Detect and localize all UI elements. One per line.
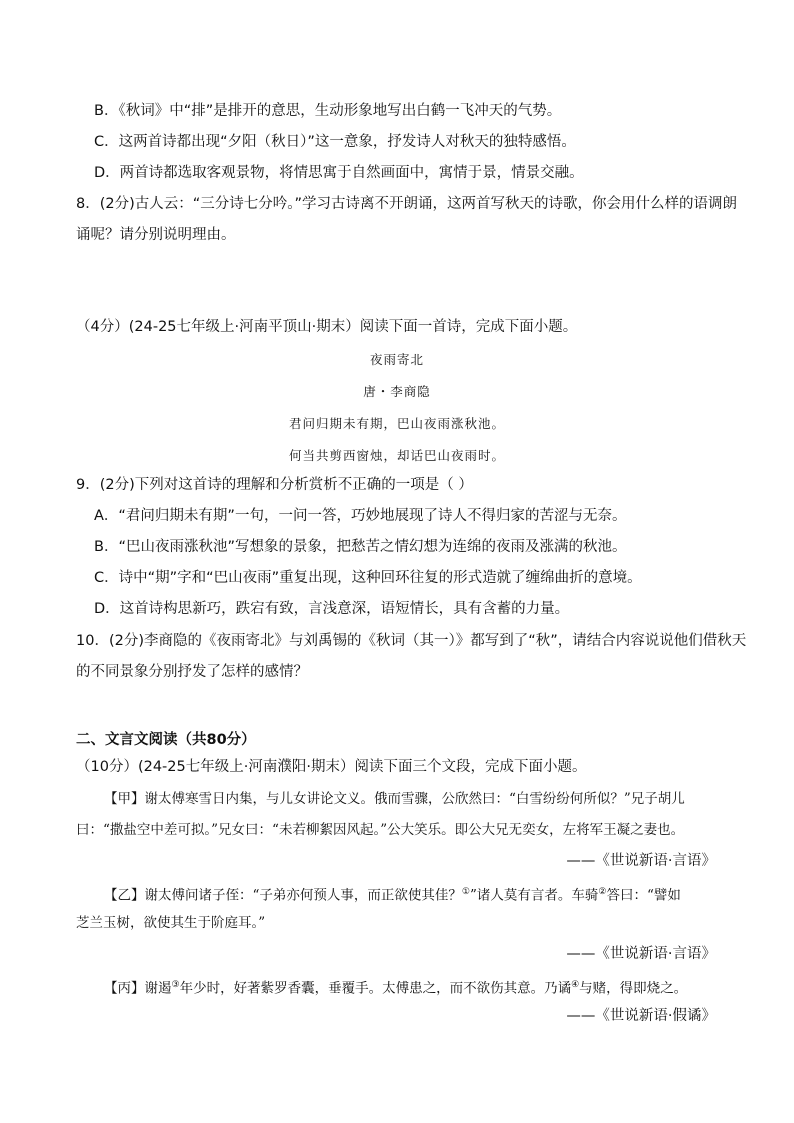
- q10-line2: 的不同景象分别抒发了怎样的感情？: [76, 664, 308, 680]
- footnote-1: ①: [461, 887, 470, 897]
- q7-option-b: B．《秋词》中“排”是排开的意思，生动形象地写出白鹤一飞冲天的气势。: [94, 103, 562, 119]
- q9-option-a: A．“君问归期未有期”一句，一问一答，巧妙地展现了诗人不得归家的苦涩与无奈。: [94, 508, 627, 524]
- passage-jia-line2: 曰：“撒盐空中差可拟。”兄女曰：“未若柳絮因风起。”公大笑乐。即公大兄无奕女，左将军王凝之妻也。: [76, 822, 685, 838]
- poem-section-intro: （4分）(24-25七年级上·河南平顶山·期末）阅读下面一首诗，完成下面小题。: [76, 319, 578, 335]
- passage-jia-line1: 【甲】谢太傅寒雪日内集，与儿女讲论文义。俄而雪骤，公欣然曰：“白雪纷纷何所似？”兄子胡儿: [104, 791, 685, 807]
- footnote-3: ③: [171, 980, 180, 990]
- poem-author: 唐・李商隐: [363, 384, 431, 399]
- passage-yi-line2: 芝兰玉树，欲使其生于阶庭耳。”: [76, 915, 266, 931]
- q9-option-b: B．“巴山夜雨涨秋池”写想象的景象，把愁苦之情幻想为连绵的夜雨及涨满的秋池。: [94, 539, 627, 555]
- passage-bing-line1: [104, 975, 687, 999]
- passage-yi-source: ——《世说新语·言语》: [566, 946, 716, 962]
- q9-stem: 9．(2分)下列对这首诗的理解和分析赏析不正确的一项是（ ）: [76, 477, 473, 493]
- q9-option-d: D．这首诗构思新巧，跌宕有致，言浅意深，语短情长，具有含蓄的力量。: [94, 601, 570, 617]
- passage-bing-text-a: 【丙】谢遏: [104, 980, 172, 997]
- passage-yi-line1: [104, 882, 681, 906]
- poem-title: 夜雨寄北: [369, 352, 424, 367]
- passage-bing-text-b: 年少时，好著紫罗香囊，垂覆手。太傅患之，而不欲伤其意。乃谲: [179, 980, 572, 997]
- q10-line1: 10．(2分)李商隐的《夜雨寄北》与刘禹锡的《秋词（其一）》都写到了“秋”，请结合内容说说他们借秋天: [76, 633, 747, 649]
- q7-option-c: C．这两首诗都出现“夕阳（秋日）”这一意象，抒发诗人对秋天的独特感悟。: [94, 134, 576, 150]
- section2-intro: （10分）(24-25七年级上·河南濮阳·期末）阅读下面三个文段，完成下面小题。: [76, 759, 587, 775]
- poem-line2: 何当共剪西窗烛，却话巴山夜雨时。: [288, 448, 505, 463]
- passage-yi-text-a: 【乙】谢太傅问诸子侄：“子弟亦何预人事，而正欲使其佳？: [104, 887, 462, 904]
- passage-yi-text-c: 答曰：“譬如: [606, 887, 681, 904]
- poem-line1: 君问归期未有期，巴山夜雨涨秋池。: [288, 416, 505, 431]
- passage-bing-text-c: 与赌，得即烧之。: [579, 980, 688, 997]
- passage-jia-source: ——《世说新语·言语》: [566, 853, 716, 869]
- footnote-4: ④: [571, 980, 580, 990]
- q9-option-c: C．诗中“期”字和“巴山夜雨”重复出现，这种回环往复的形式造就了缠绵曲折的意境。: [94, 570, 642, 586]
- q8-line1: 8．(2分)古人云：“三分诗七分吟。”学习古诗离不开朗诵，这两首写秋天的诗歌，你会用什么样的语调朗: [76, 196, 738, 212]
- section2-heading: 二、文言文阅读（共80分）: [76, 732, 256, 748]
- passage-yi-text-b: ”诸人莫有言者。车骑: [469, 887, 599, 904]
- q7-option-d: D．两首诗都选取客观景物，将情思寓于自然画面中，寓情于景，情景交融。: [94, 165, 584, 181]
- q8-line2: 诵呢？请分别说明理由。: [76, 227, 236, 243]
- footnote-2: ②: [598, 887, 607, 897]
- passage-bing-source: ——《世说新语·假谲》: [566, 1008, 716, 1024]
